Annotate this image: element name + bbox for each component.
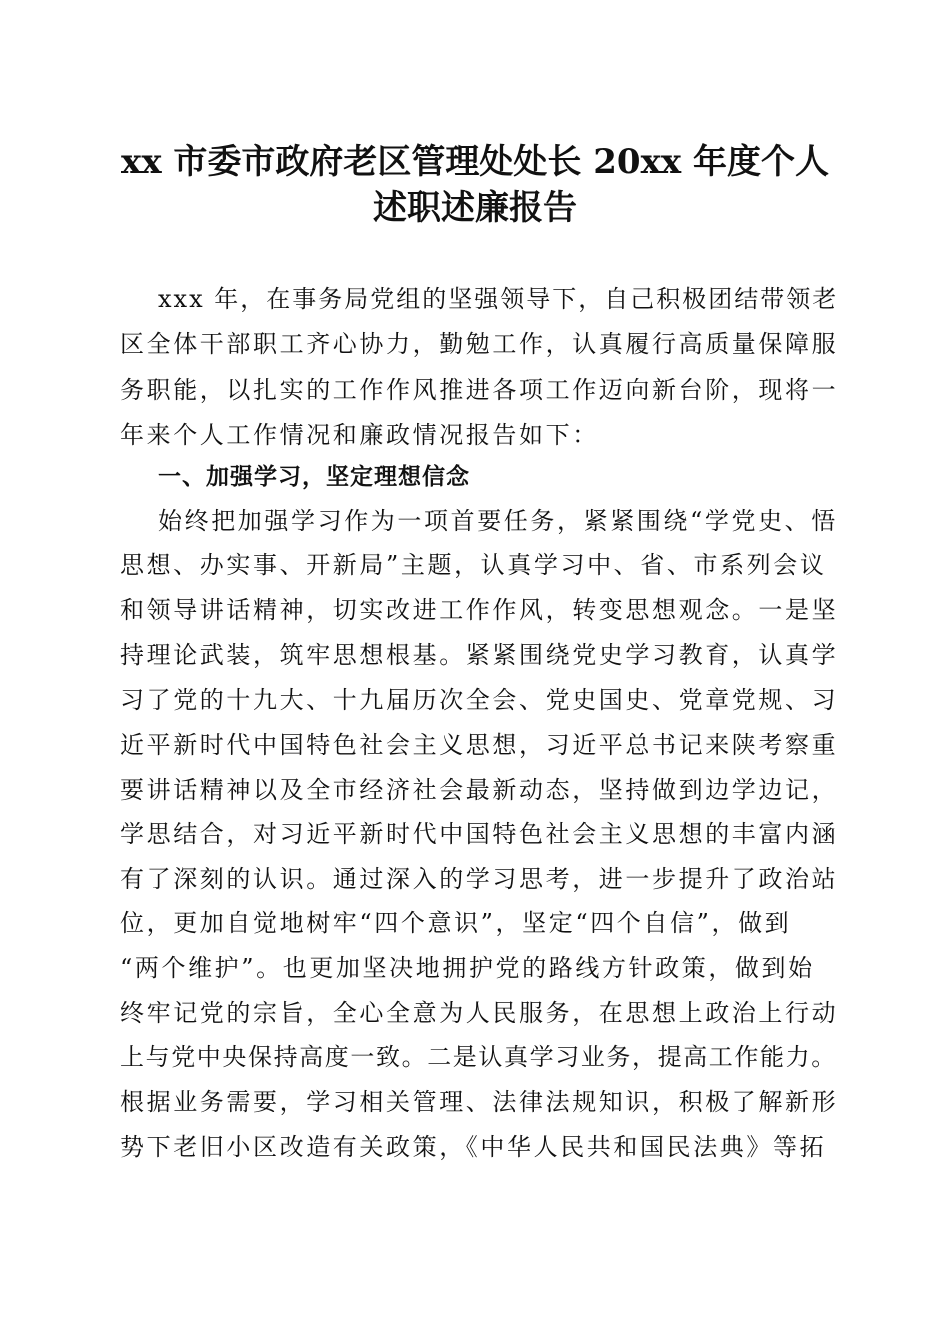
body-line: 终牢记党的宗旨，全心全意为人民服务，在思想上政治上行动 — [120, 999, 839, 1027]
report-title-line-2: 述职述廉报告 — [373, 188, 577, 228]
body-line: 要讲话精神以及全市经济社会最新动态，坚持做到边学边记， — [120, 776, 839, 804]
body-line: “两个维护”。也更加坚决地拥护党的路线方针政策，做到始 — [120, 954, 815, 982]
body-line: 上与党中央保持高度一致。二是认真学习业务，提高工作能力。 — [120, 1043, 837, 1071]
body-line: 势下老旧小区改造有关政策，《中华人民共和国民法典》等拓 — [120, 1133, 827, 1161]
body-line: 始终把加强学习作为一项首要任务，紧紧围绕“学党史、悟 — [158, 507, 838, 535]
intro-line: 务职能，以扎实的工作作风推进各项工作迈向新台阶，现将一 — [120, 376, 839, 404]
intro-line: xxx 年，在事务局党组的坚强领导下，自己积极团结带领老 — [158, 285, 839, 313]
body-line: 持理论武装，筑牢思想根基。紧紧围绕党史学习教育，认真学 — [120, 641, 839, 669]
intro-line: 年来个人工作情况和廉政情况报告如下： — [120, 421, 599, 449]
body-line: 学思结合，对习近平新时代中国特色社会主义思想的丰富内涵 — [120, 820, 839, 848]
report-title-line-1: xx 市委市政府老区管理处处长 20xx 年度个人 — [121, 142, 829, 182]
body-line: 和领导讲话精神，切实改进工作作风，转变思想观念。一是坚 — [120, 596, 839, 624]
body-line: 位，更加自觉地树牢“四个意识”，坚定“四个自信”，做到 — [120, 909, 792, 937]
section-heading: 一、加强学习，坚定理想信念 — [158, 464, 470, 490]
body-line: 思想、办实事、开新局”主题，认真学习中、省、市系列会议 — [120, 551, 827, 579]
body-line: 根据业务需要，学习相关管理、法律法规知识，积极了解新形 — [120, 1088, 839, 1116]
intro-line: 区全体干部职工齐心协力，勤勉工作，认真履行高质量保障服 — [120, 330, 839, 358]
body-line: 近平新时代中国特色社会主义思想，习近平总书记来陕考察重 — [120, 731, 839, 759]
body-line: 有了深刻的认识。通过深入的学习思考，进一步提升了政治站 — [120, 865, 839, 893]
body-line: 习了党的十九大、十九届历次全会、党史国史、党章党规、习 — [120, 686, 839, 714]
